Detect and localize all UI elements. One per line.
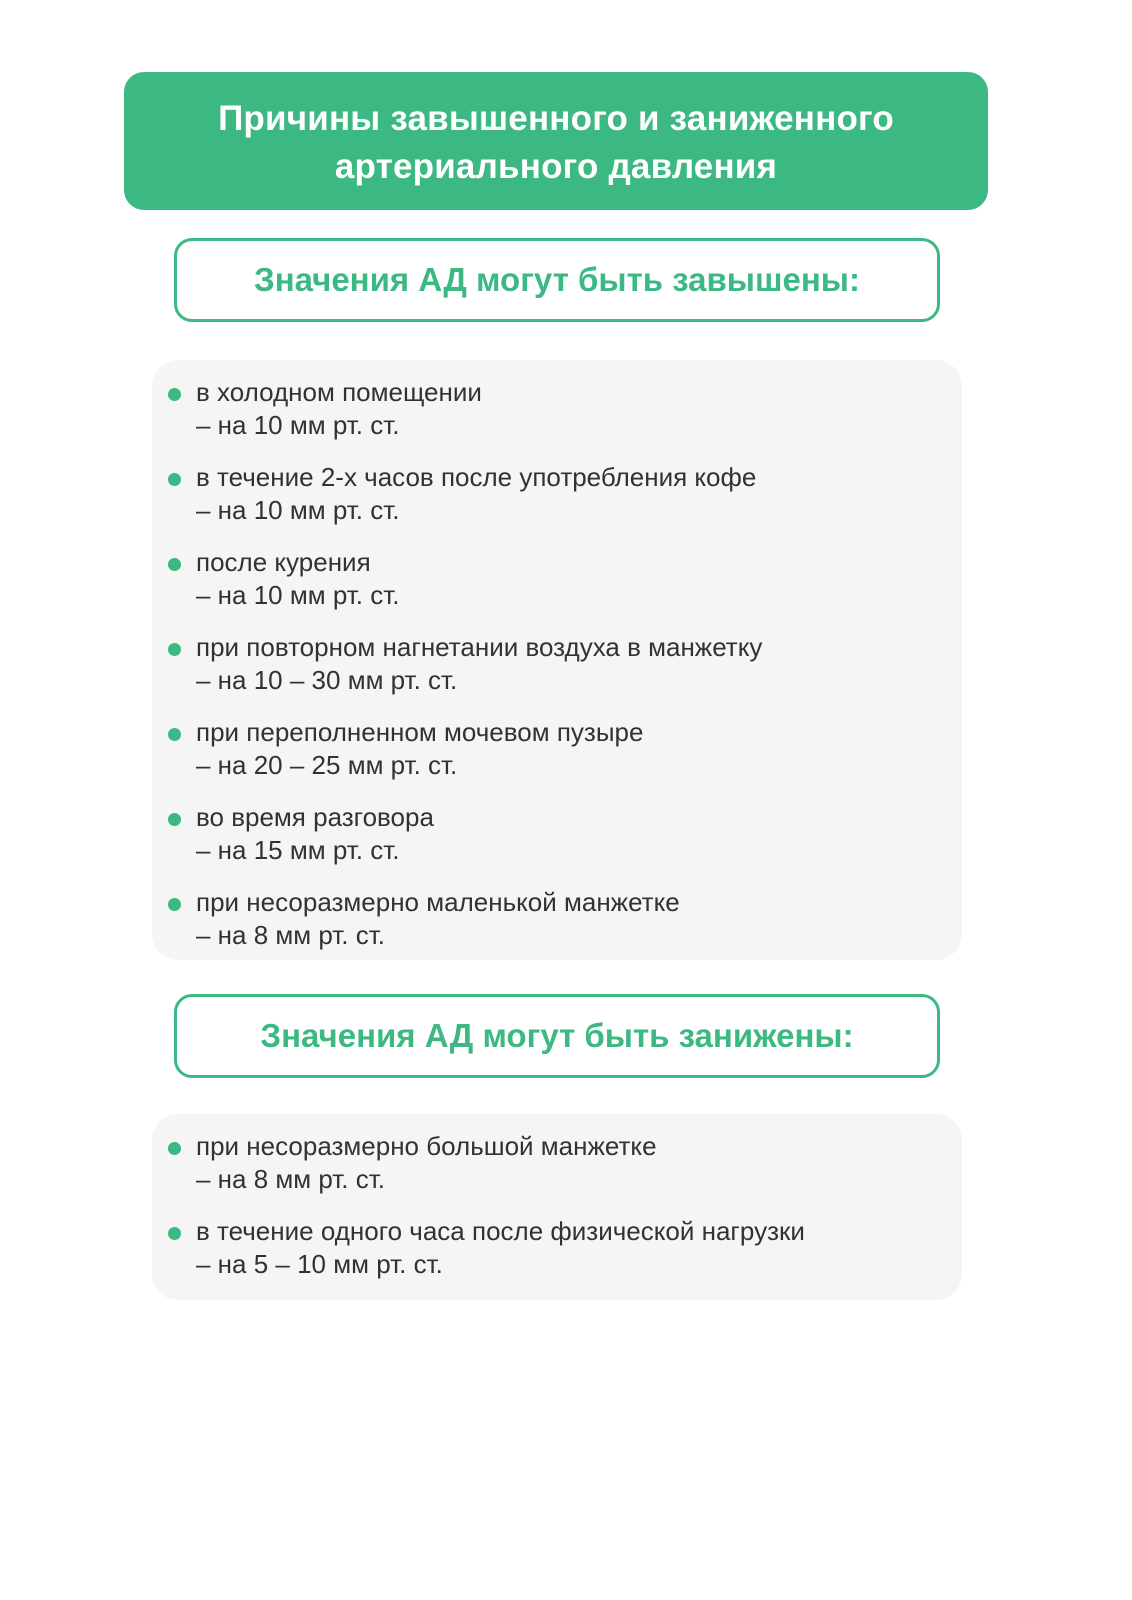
list-item-value: – на 10 мм рт. ст. [196, 495, 400, 525]
bullet-icon [168, 473, 181, 486]
bullet-icon [168, 388, 181, 401]
list-item [152, 801, 962, 867]
bullet-icon [168, 898, 181, 911]
section-heading-high [174, 238, 940, 322]
list-item-text: при несоразмерно маленькой манжетке [196, 887, 680, 917]
bullet-icon [168, 643, 181, 656]
list-item [152, 1215, 962, 1281]
bullet-icon [168, 728, 181, 741]
page-title-line-2: артериального давления [334, 147, 778, 186]
list-item-text: в течение одного часа после физической нагрузки [196, 1216, 805, 1246]
bullet-icon [168, 813, 181, 826]
list-item [152, 631, 962, 697]
bullet-icon [168, 1227, 181, 1240]
bullet-icon [168, 1142, 181, 1155]
list-item-text: во время разговора [196, 802, 434, 832]
list-item-value: – на 20 – 25 мм рт. ст. [196, 750, 458, 780]
list-item-text: в холодном помещении [196, 377, 482, 407]
list-panel-low [152, 1114, 962, 1300]
list-item-text: при переполненном мочевом пузыре [196, 717, 644, 747]
list-item-value: – на 10 мм рт. ст. [196, 580, 400, 610]
list-item [152, 376, 962, 442]
list-item-value: – на 5 – 10 мм рт. ст. [196, 1249, 443, 1279]
list-item [152, 546, 962, 612]
title-banner [124, 72, 988, 210]
list-item-value: – на 10 мм рт. ст. [196, 410, 400, 440]
list-item-value: – на 8 мм рт. ст. [196, 1164, 385, 1194]
list-item-text: при повторном нагнетании воздуха в манжетку [196, 632, 763, 662]
list-item-text: после курения [196, 547, 371, 577]
section-heading-high-label: Значения АД могут быть завышены: [254, 261, 860, 298]
list-item [152, 886, 962, 952]
list-item-value: – на 8 мм рт. ст. [196, 920, 385, 950]
section-heading-low [174, 994, 940, 1078]
list-item-value: – на 10 – 30 мм рт. ст. [196, 665, 458, 695]
page-title-line-1: Причины завышенного и заниженного [218, 99, 894, 138]
section-heading-low-label: Значения АД могут быть занижены: [260, 1017, 854, 1054]
list-item-text: в течение 2-х часов после употребления кофе [196, 462, 757, 492]
list-item [152, 1130, 962, 1196]
list-item-text: при несоразмерно большой манжетке [196, 1131, 657, 1161]
list-panel-high [152, 360, 962, 960]
bullet-icon [168, 558, 181, 571]
list-item [152, 716, 962, 782]
list-item-value: – на 15 мм рт. ст. [196, 835, 400, 865]
list-item [152, 461, 962, 527]
